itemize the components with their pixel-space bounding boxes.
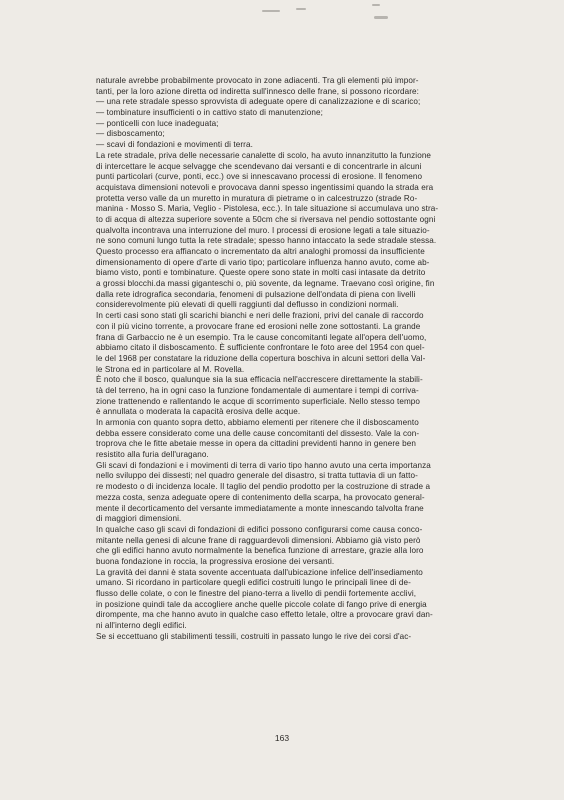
text-line: mente il decorticamento del versante immediatamente a monte innescando talvolta frane — [96, 503, 424, 513]
text-line: ne sono comuni lungo tutta la rete stradale; spesso hanno intaccato la sede stradale stessa. — [96, 236, 437, 246]
scan-mark — [374, 16, 388, 19]
text-line: le Strona ed in particolare al M. Rovella. — [96, 364, 245, 374]
text-line: mezza costa, senza adeguate opere di contenimento della scarpa, ha provocato general- — [96, 492, 425, 502]
body-text — [96, 76, 474, 642]
text-line: tanti, per la loro azione diretta od indiretta sull'innesco delle frane, si possono ricordare: — [96, 86, 420, 96]
text-line: che gli edifici hanno avuto normalmente la benefica funzione di arrestare, grazie alla loro — [96, 546, 424, 556]
text-line: naturale avrebbe probabilmente provocato in zone adiacenti. Tra gli elementi più impor- — [96, 76, 419, 85]
text-line: le del 1968 per constatare la riduzione della copertura boschiva in alcuni settori della Val- — [96, 353, 426, 363]
text-line: punti particolari (curve, ponti, ecc.) ove si innescavano processi di erosione. Il fenomeno — [96, 172, 423, 182]
paragraph — [96, 375, 474, 418]
scan-mark — [372, 4, 380, 6]
text-line: Se si eccettuano gli stabilimenti tessili, costruiti in passato lungo le rive dei corsi d'ac- — [96, 631, 412, 641]
text-line: nello sviluppo dei dissesti; nel quadro generale del disastro, si tratta tuttavia di un fatto- — [96, 471, 418, 481]
paragraph — [96, 568, 474, 632]
text-line: qualvolta incontrava una interruzione del muro. I processi di erosione legati a tale situazio- — [96, 225, 430, 235]
text-line: to di acqua di altezza superiore sovente a 50cm che si riversava nel pendio sottostante ogni — [96, 214, 436, 224]
text-line: manina - Mosso S. Maria, Veglio - Pistolesa, ecc.). In tale situazione si accumulava uno stra- — [96, 204, 439, 214]
text-line: di intercettare le acque selvagge che scendevano dai versanti e di concentrarle in alcuni — [96, 161, 422, 171]
text-line: re modesto o di incidenza locale. Il taglio del pendio prodotto per la costruzione di strade a — [96, 482, 431, 492]
text-line: ni all'interno degli edifici. — [96, 621, 187, 631]
text-line: — ponticelli con luce inadeguata; — [96, 118, 219, 128]
text-line: In qualche caso gli scavi di fondazioni di edifici possono configurarsi come causa conco- — [96, 524, 423, 534]
text-line: — una rete stradale spesso sprovvista di adeguate opere di canalizzazione e di scarico; — [96, 97, 421, 107]
text-line: biamo visto, ponti e tombinature. Queste opere sono state in molti casi intasate da detrito — [96, 268, 426, 278]
scan-mark — [262, 10, 280, 12]
paragraph — [96, 311, 474, 375]
paragraph — [96, 461, 474, 525]
text-line: La rete stradale, priva delle necessarie canalette di scolo, ha avuto innanzitutto la funzione — [96, 150, 432, 160]
scan-mark — [296, 8, 306, 10]
text-line: La gravità dei danni è stata sovente accentuata dall'ubicazione infelice dell'insediamento — [96, 567, 423, 577]
text-line: dimensionamento di opere d'arte di vario tipo; particolare influenza hanno avuto, come ab- — [96, 257, 430, 267]
text-line: con il più vicino torrente, a provocare frane ed erosioni nelle zone sottostanti. La grande — [96, 321, 421, 331]
paragraph — [96, 418, 474, 461]
text-line: debba essere considerato come una delle cause concomitanti del dissesto. Vale la con- — [96, 428, 420, 438]
text-line: Gli scavi di fondazioni e i movimenti di terra di vario tipo hanno avuto una certa importanza — [96, 460, 431, 470]
text-line: dirompente, ma che hanno avuto in qualche caso effetto letale, oltre a provocare gravi dan- — [96, 610, 433, 620]
paragraph — [96, 76, 474, 151]
text-line: troprova che le fitte abetaie messe in opera da cittadini previdenti hanno in genere ben — [96, 439, 417, 449]
text-line: — tombinature insufficienti o in cattivo stato di manutenzione; — [96, 108, 323, 118]
paragraph — [96, 632, 474, 643]
text-line: tà del terreno, ha in ogni caso la funzione fondamentale di aumentare i tempi di corriva- — [96, 385, 419, 395]
text-line: dalla rete idrografica secondaria, fenomeni di pulsazione dell'ondata di piena con livelli — [96, 289, 416, 299]
text-line: abbiamo citato il disboscamento. È sufficiente confrontare le foto aree del 1954 con quel- — [96, 343, 425, 353]
paragraph — [96, 525, 474, 568]
text-line: frana di Garbaccio ne è un esempio. Tra le cause concomitanti legate all'opera dell'uomo, — [96, 332, 427, 342]
paragraph — [96, 151, 474, 311]
text-line: Questo processo era affiancato o incrementato da altri analoghi promossi da insufficiente — [96, 247, 425, 256]
text-line: di maggiori dimensioni. — [96, 514, 182, 524]
text-line: zione trattenendo e rallentando le acque di scorrimento superficiale. Nello stesso tempo — [96, 396, 421, 406]
text-line: È noto che il bosco, qualunque sia la sua efficacia nell'accrescere direttamente la stabili- — [96, 375, 423, 385]
text-line: buona fondazione in roccia, la progressiva erosione dei versanti. — [96, 556, 335, 566]
text-line: resistito alla furia dell'uragano. — [96, 450, 209, 460]
text-line: — disboscamento; — [96, 129, 165, 139]
text-line: umano. Si ricordano in particolare quegli edifici costruiti lungo le principali linee di de- — [96, 578, 411, 588]
page-number: 163 — [274, 733, 290, 743]
text-line: protetta verso valle da un muretto in muratura di pietrame o in calcestruzzo (strade Ro- — [96, 193, 418, 203]
text-line: — scavi di fondazioni e movimenti di terra. — [96, 140, 253, 150]
text-line: mitante nella genesi di alcune frane di ragguardevoli dimensioni. Abbiamo già visto però — [96, 535, 421, 545]
text-line: in posizione quindi tale da accogliere anche quelle piccole colate di fango prive di energia — [96, 599, 427, 609]
text-line: considerevolmente più elevati di quelli raggiunti dal deflusso in condizioni normali. — [96, 300, 399, 310]
text-line: acquistava dimensioni notevoli e provocava danni spesso ingentissimi quando la strada era — [96, 182, 434, 192]
text-line: a grossi blocchi.da massi giganteschi o, più sovente, da legname. Traevano così origine, fin — [96, 279, 435, 289]
text-line: In armonia con quanto sopra detto, abbiamo elementi per ritenere che il disboscamento — [96, 418, 419, 427]
text-line: In certi casi sono stati gli scarichi bianchi e neri delle frazioni, privi del canale di raccordo — [96, 311, 424, 321]
text-line: flusso delle colate, o con le finestre del piano-terra a livello di pendii fortemente acclivi, — [96, 589, 417, 598]
text-line: è annullata o moderata la capacità erosiva delle acque. — [96, 407, 301, 417]
